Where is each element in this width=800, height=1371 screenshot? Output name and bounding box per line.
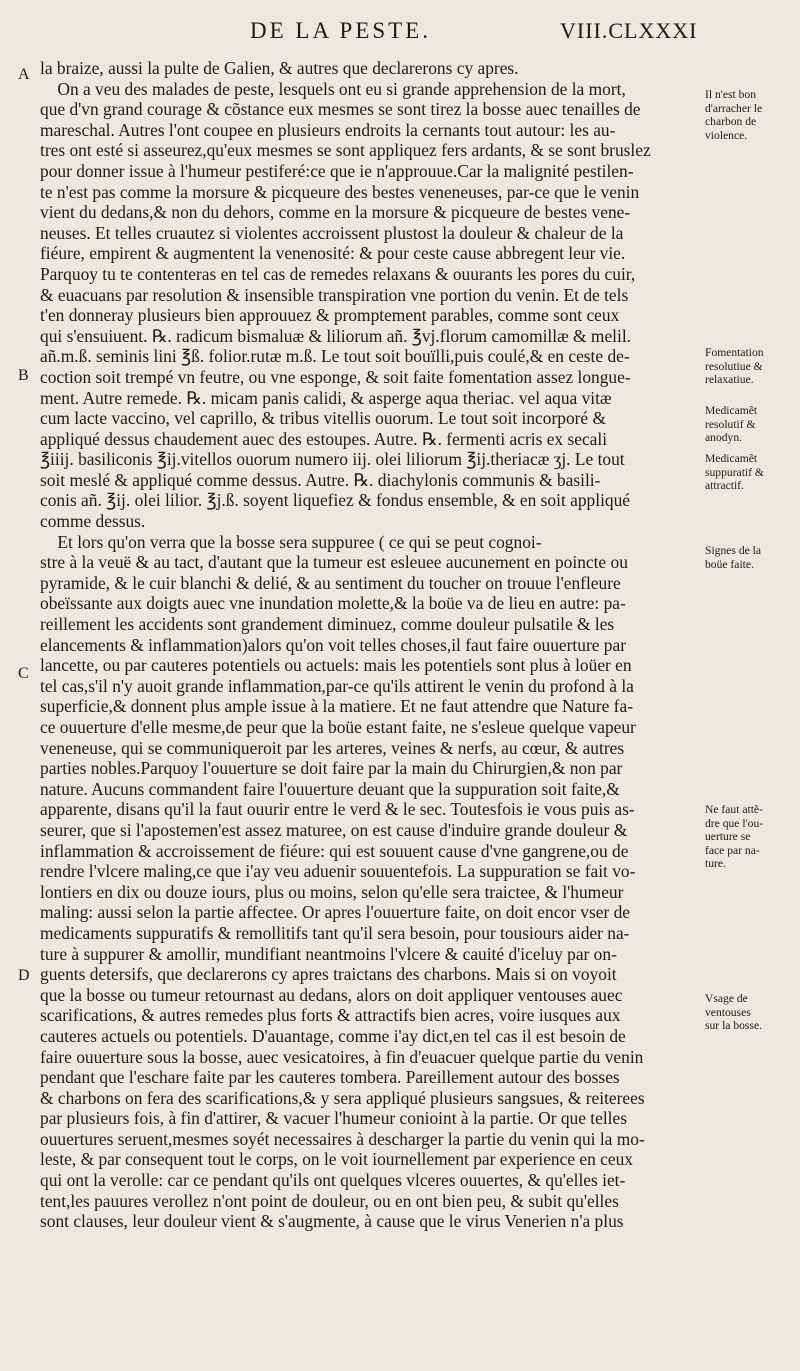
margin-note [705,404,795,445]
margin-note-line: charbon de [705,115,757,129]
margin-note-line: face par na- [705,843,760,857]
running-head [0,18,800,48]
text-line: On a veu des malades de peste, lesquels ont eu si grande apprehension de la mort, [40,78,626,99]
margin-note-line: ventouses [705,1005,751,1019]
margin-note-line: ture. [705,857,726,871]
margin-note-line: suppuratif & [705,465,764,479]
text-line: soit meslé & appliqué comme dessus. Autre. ℞. diachylonis communis & basili- [40,469,601,490]
text-line: rendre l'vlcere maling,ce que i'ay veu aduenir souuentefois. La suppuration se fait vo- [40,861,636,882]
text-line: cum lacte vaccino, vel caprillo, & tribus vitellis ouorum. Le tout soit incorporé & [40,408,607,429]
text-line: Parquoy tu te contenteras en tel cas de remedes relaxans & ouurants les pores du cuir, [40,263,636,284]
margin-note-line: violence. [705,128,748,142]
text-line: tel cas,s'il n'y auoit grande inflammation,par-ce qu'ils attirent le venin du profond à la [40,675,634,696]
text-line: maling: aussi selon la partie affectee. Or apres l'ouuerture faite, on doit encor vser de [40,902,630,923]
text-line: mareschal. Autres l'ont coupee en plusieurs endroits la cernants tout autour: les au- [40,119,616,140]
text-line: coction soit trempé vn feutre, ou vne esponge, & soit faite fomentation assez longue- [40,366,631,387]
text-line: veneneuse, qui se communiqueroit par les arteres, veines & nerfs, au cœur, & autres [40,737,625,758]
text-line: ment. Autre remede. ℞. micam panis calidi, & asperge aqua theriac. vel aqua vitæ [40,387,612,408]
text-line: qui ont la verolle: car ce pendant qu'ils ont quelques vlceres ouuertes, & qu'elles iet- [40,1170,626,1191]
text-line: lancette, ou par cauteres potentiels ou actuels: mais les potentiels sont plus à loüer en [40,655,632,676]
margin-note-line: sur la bosse. [705,1019,762,1033]
text-line: la braize, aussi la pulte de Galien, & autres que declarerons cy apres. [40,58,519,78]
text-line: & charbons on fera des scarifications,& y sera appliqué plusieurs sangsues, & reiterees [40,1087,645,1108]
text-line: seurer, que si l'apostemen'est assez maturee, on est cause d'induire grande douleur & [40,819,628,840]
margin-note [705,803,795,871]
text-line: lontiers en dix ou douze iours, plus ou moins, selon qu'elle sera traictee, & l'humeur [40,881,624,902]
margin-note-line: Signes de la [705,544,762,557]
text-line: que la bosse ou tumeur retournast au dedans, alors on doit appliquer ventouses auec [40,984,623,1005]
margin-note-line: Il n'est bon [705,88,757,101]
text-line: qui s'ensuiuent. ℞. radicum bismaluæ & liliorum añ. ℥vj.florum camomillæ & melil. [40,325,632,346]
text-line: inflammation & accroissement de fiéure: qui est souuent cause d'vne gangrene,ou de [40,840,629,861]
section-letter-d: D [18,967,30,984]
margin-note [705,452,795,493]
margin-note-line: Fomentation [705,346,764,359]
section-letter-b: B [18,367,29,384]
text-line: obeïssante aux doigts auec vne inundation molette,& la boüe va de lieu en autre: pa- [40,593,626,614]
margin-note-line: boüe faite. [705,557,754,571]
margin-note-line: resolutiue & [705,359,763,373]
text-line: medicaments suppuratifs & remollitifs tant qu'il sera besoin, pour tousiours aider na- [40,922,630,943]
text-line: cauteres actuels ou potentiels. D'auantage, comme i'ay dict,en tel cas il est besoin de [40,1025,626,1046]
text-line: superficie,& donnent plus ample issue à la matiere. Et ne faut attendre que Nature fa- [40,696,633,717]
text-line: nature. Aucuns commandent faire l'ouuerture deuant que la suppuration soit faite,& [40,778,620,799]
text-line: conis añ. ℥ij. olei lilior. ℥j.ß. soyent liquefiez & fondus ensemble, & en soit appliqué [40,490,631,511]
margin-note-line: Vsage de [705,992,748,1005]
margin-note [705,88,795,142]
body-text [40,58,704,1232]
text-line: ouuertures seruent,mesmes soyét necessaires à descharger la partie du venin qui la mo- [40,1128,645,1149]
text-line: pendant que l'eschare faite par les cauteres tombera. Pareillement autour des bosses [40,1067,620,1088]
text-line: leste, & par consequent tout le corps, on le voit iournellement par experience en ceux [40,1149,633,1170]
text-line: stre à la veuë & au tact, d'autant que la tumeur est esleuee aucunement en poincte ou [40,552,628,573]
text-line: reillement les accidents sont grandement diminuez, comme douleur pulsatile & les [40,614,615,635]
margin-note-line: Ne faut attẽ- [705,803,763,816]
margin-note-line: relaxatiue. [705,373,754,387]
text-line: comme dessus. [40,511,146,532]
margin-note-line: uerture se [705,830,751,844]
section-letter-a: A [18,66,30,83]
text-line: pour donner issue à l'humeur pestiferé:ce que ie n'approuue.Car la malignité pestilen- [40,160,634,181]
text-line: pyramide, & le cuir blanchi & delié, & au sentiment du toucher on trouue l'enfleure [40,572,621,593]
text-line: añ.m.ß. seminis lini ℥ß. folior.rutæ m.ß. Le tout soit bouïlli,puis coulé,& en ceste de- [40,346,630,367]
margin-note-line: resolutif & [705,417,756,431]
section-letter-c: C [18,665,29,682]
text-line: tent,les pauures verollez n'ont point de douleur, ou en ont bien peu, & subit qu'elles [40,1190,619,1211]
margin-note-line: Medicamẽt [705,452,758,465]
margin-note-line: dre que l'ou- [705,816,764,830]
text-line: ture à suppurer & amollir, mundifiant neantmoins l'vlcere & cauité d'iceluy par on- [40,943,617,964]
text-line: & euacuans par resolution & insensible transpiration vne portion du venin. Et de tels [40,284,629,305]
text-line: ce ouuerture d'elle mesme,de peur que la boüe estant faite, ne s'esleue quelque vapeur [40,717,636,737]
text-line: sont clauses, leur douleur vient & s'augmente, à cause que le virus Venerien n'a plus [40,1211,624,1232]
running-title: DE LA PESTE. [250,18,432,43]
text-line: t'en donneray plusieurs bien approuuez & promptement parables, comme sont ceux [40,305,620,326]
text-line: que d'vn grand courage & cõstance eux mesmes se sont tirez la bosse auec tenailles de [40,99,641,120]
text-line: tres ont esté si asseurez,qu'eux mesmes se sont appliquez fers ardants, & se sont bruslez [40,140,651,161]
margin-note [705,992,795,1033]
text-line: apparente, disans qu'il la faut ouurir entre le verd & le sec. Toutesfois ie vous puis as- [40,799,635,820]
margin-note [705,346,795,387]
text-line: neuses. Et telles cruautez si violentes accroissent plustost la douleur & chaleur de la [40,222,624,243]
margin-note-line: anodyn. [705,431,743,445]
margin-note-line: Medicamẽt [705,404,758,417]
text-line: parties nobles.Parquoy l'ouuerture se doit faire par la main du Chirurgien,& non par [40,758,623,779]
text-line: par plusieurs fois, à fin d'attirer, & vacuer l'humeur conioint à la partie. Or que telles [40,1108,627,1129]
text-line: vient du dedans,& non du dehors, comme en la morsure & picqueure de bestes vene- [40,202,631,223]
margin-note-line: d'arracher le [705,101,763,115]
text-line: te n'est pas comme la morsure & picqueure des bestes veneneuses, par-ce que le venin [40,181,640,202]
text-line: Et lors qu'on verra que la bosse sera suppuree ( ce qui se peut cognoi- [40,531,542,552]
text-line: elancements & inflammation)alors qu'on voit telles choses,il faut faire ouuerture par [40,634,627,655]
margin-note-line: attractif. [705,479,744,493]
text-line: faire ouuerture sous la bosse, auec vesicatoires, à fin d'euacuer quelque partie du venin [40,1046,644,1067]
folio-number: VIII.CLXXXI [560,18,698,43]
text-line: guents detersifs, que declarerons cy apres traictans des charbons. Mais si on voyoit [40,964,617,985]
text-line: appliqué dessus chaudement auec des estoupes. Autre. ℞. fermenti acris ex secali [40,428,608,449]
text-line: scarifications, & autres remedes plus forts & attractifs bien acres, voire iusques aux [40,1005,621,1026]
text-line: fiéure, empirent & augmentent la venenosité: & pour ceste cause abbregent leur vie. [40,243,626,264]
text-line: ℥iiij. basiliconis ℥ij.vitellos ouorum numero iij. olei liliorum ℥ij.theriacæ ʒj. Le tout [40,449,625,470]
margin-note [705,544,795,571]
